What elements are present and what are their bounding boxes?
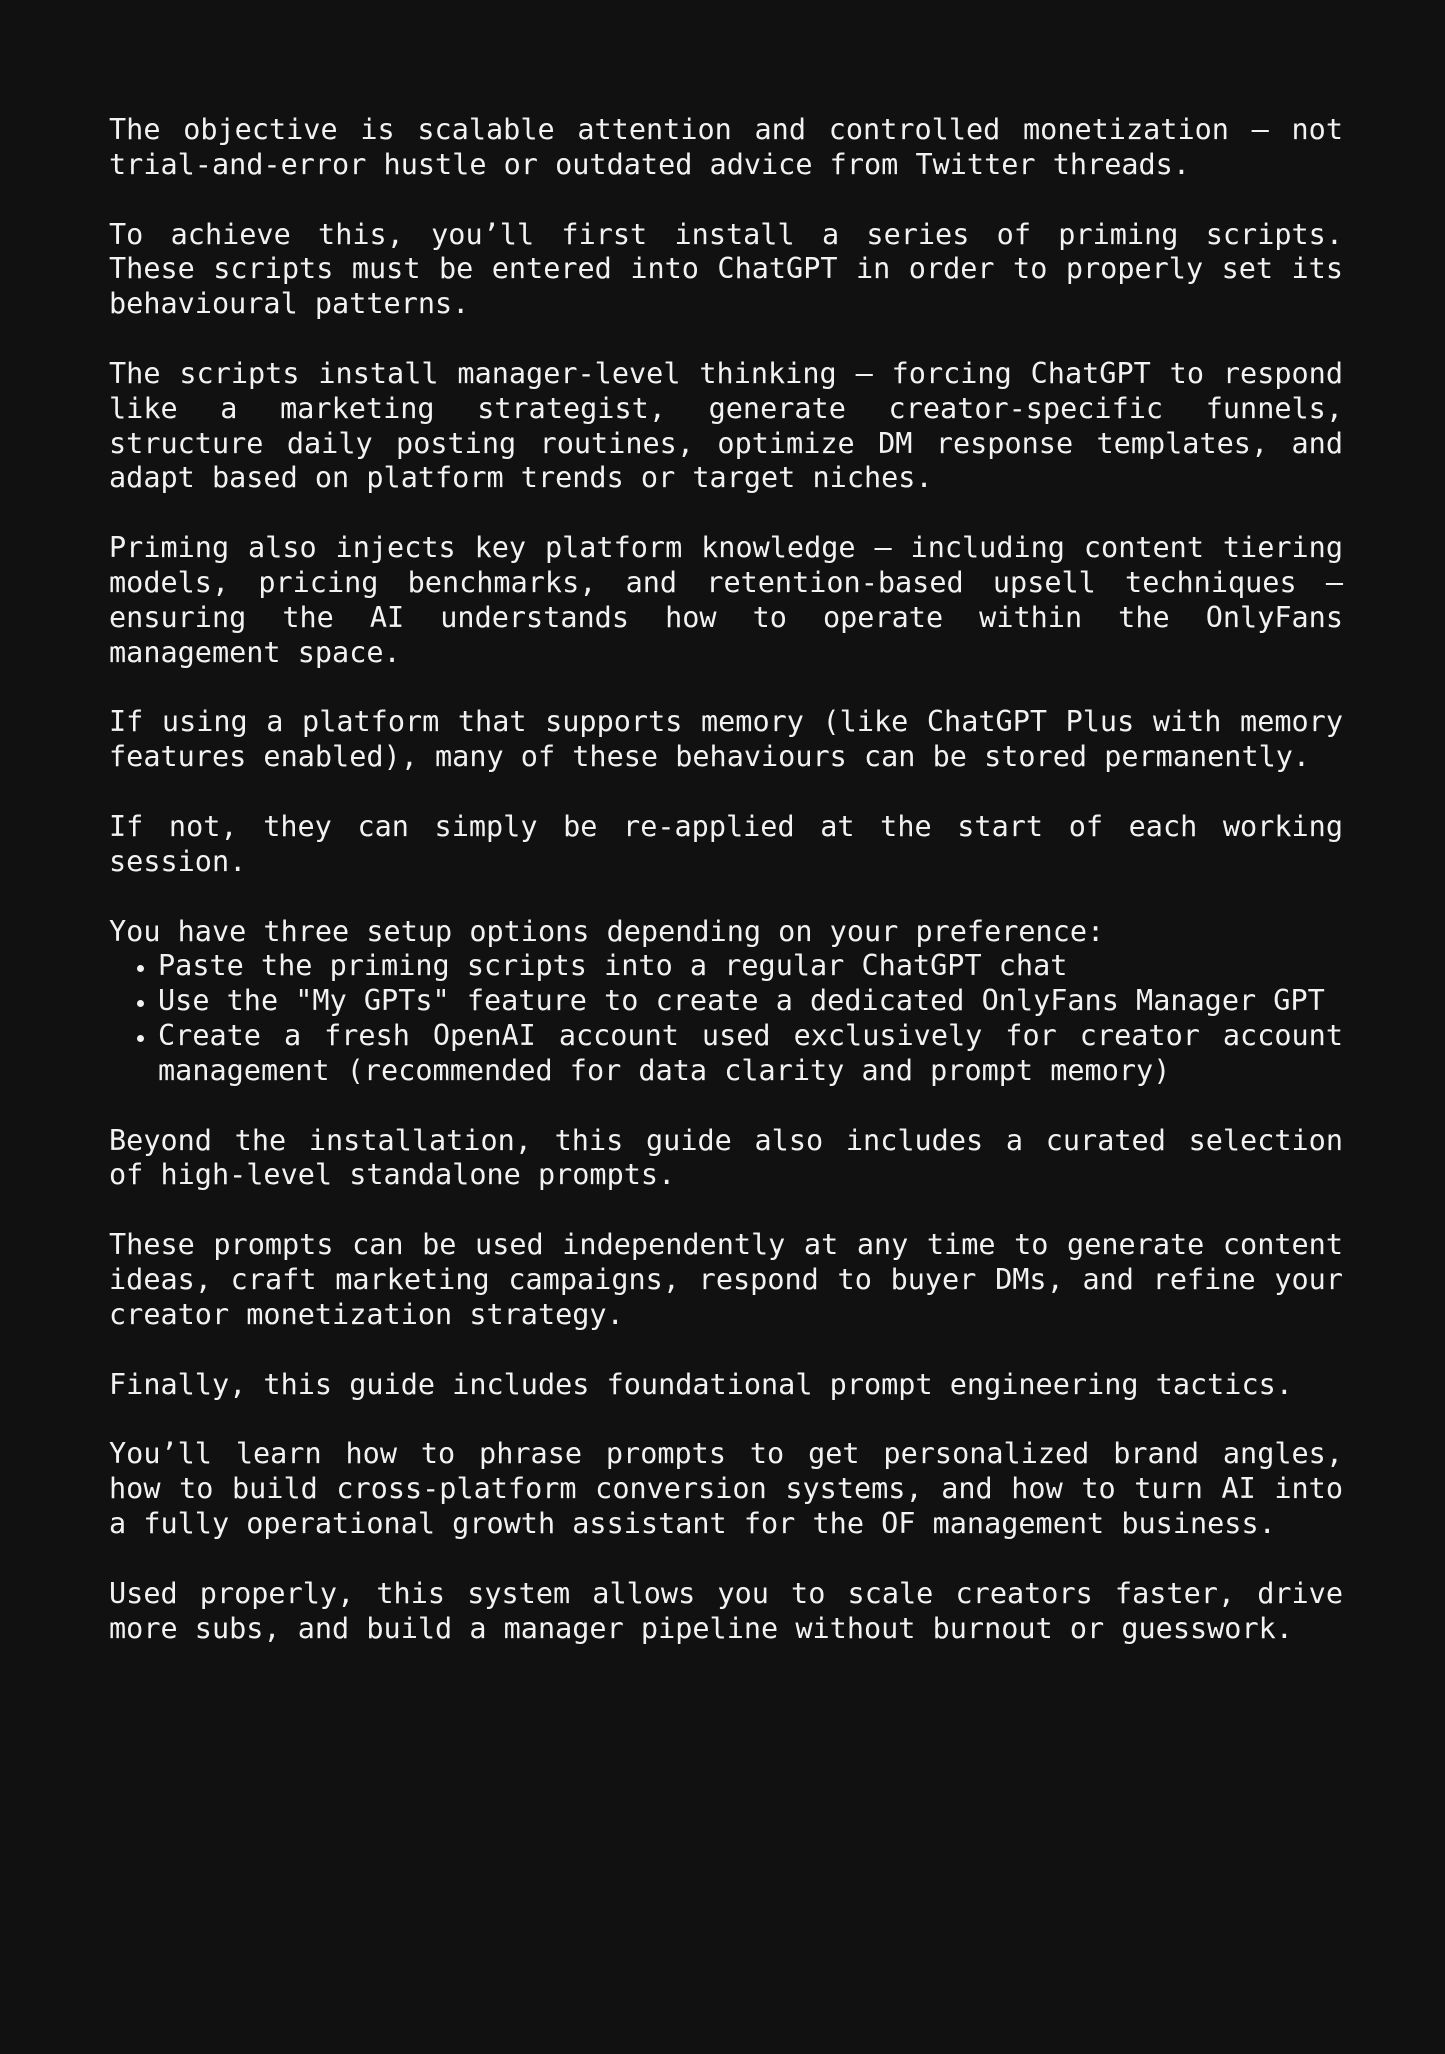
- paragraph-memory: If using a platform that supports memory (like ChatGPT Plus with memory features enabled), many of these behaviours can be stored permanently.: [109, 705, 1343, 774]
- setup-option-item: • Use the "My GPTs" feature to create a dedicated OnlyFans Manager GPT: [158, 984, 1343, 1019]
- paragraph-reapply: If not, they can simply be re-applied at the start of each working session.: [109, 809, 1343, 878]
- paragraph-independent-use: These prompts can be used independently at any time to generate content ideas, craft marketing campaigns, respond to buyer DMs, and refine your creator monetization strategy.: [109, 1228, 1343, 1331]
- setup-options-intro: You have three setup options depending on your preference:: [109, 914, 1105, 948]
- paragraph-manager-thinking: The scripts install manager-level thinking — forcing ChatGPT to respond like a marketing strategist, generate creator-specific funnels, structure daily posting routines, optimize DM response templates, and adapt based on platform trends or target niches.: [109, 356, 1343, 495]
- document-body: [109, 113, 1343, 1681]
- paragraph-priming-scripts: To achieve this, you’ll first install a series of priming scripts. These scripts must be entered into ChatGPT in order to properly set its behavioural patterns.: [109, 217, 1343, 321]
- setup-option-item: • Paste the priming scripts into a regular ChatGPT chat: [158, 949, 1343, 984]
- setup-options-list: [109, 949, 1343, 1088]
- paragraph-objective: The objective is scalable attention and controlled monetization — not trial-and-error hustle or outdated advice from Twitter threads.: [109, 113, 1343, 181]
- paragraph-foundational-tactics: Finally, this guide includes foundational prompt engineering tactics.: [109, 1367, 1293, 1401]
- paragraph-platform-knowledge: Priming also injects key platform knowledge — including content tiering models, pricing benchmarks, and retention-based upsell techniques — ensuring the AI understands how to operate within the OnlyFans management space.: [109, 531, 1343, 669]
- paragraph-standalone-prompts: Beyond the installation, this guide also includes a curated selection of high-level standalone prompts.: [109, 1123, 1343, 1192]
- setup-option-item: • Create a fresh OpenAI account used exclusively for creator account management (recommended for data clarity and prompt memory): [158, 1019, 1343, 1089]
- paragraph-used-properly: Used properly, this system allows you to scale creators faster, drive more subs, and build a manager pipeline without burnout or guesswork.: [109, 1576, 1343, 1645]
- paragraph-learning-outcomes: You’ll learn how to phrase prompts to get personalized brand angles, how to build cross-platform conversion systems, and how to turn AI into a fully operational growth assistant for the OF management business.: [109, 1437, 1343, 1540]
